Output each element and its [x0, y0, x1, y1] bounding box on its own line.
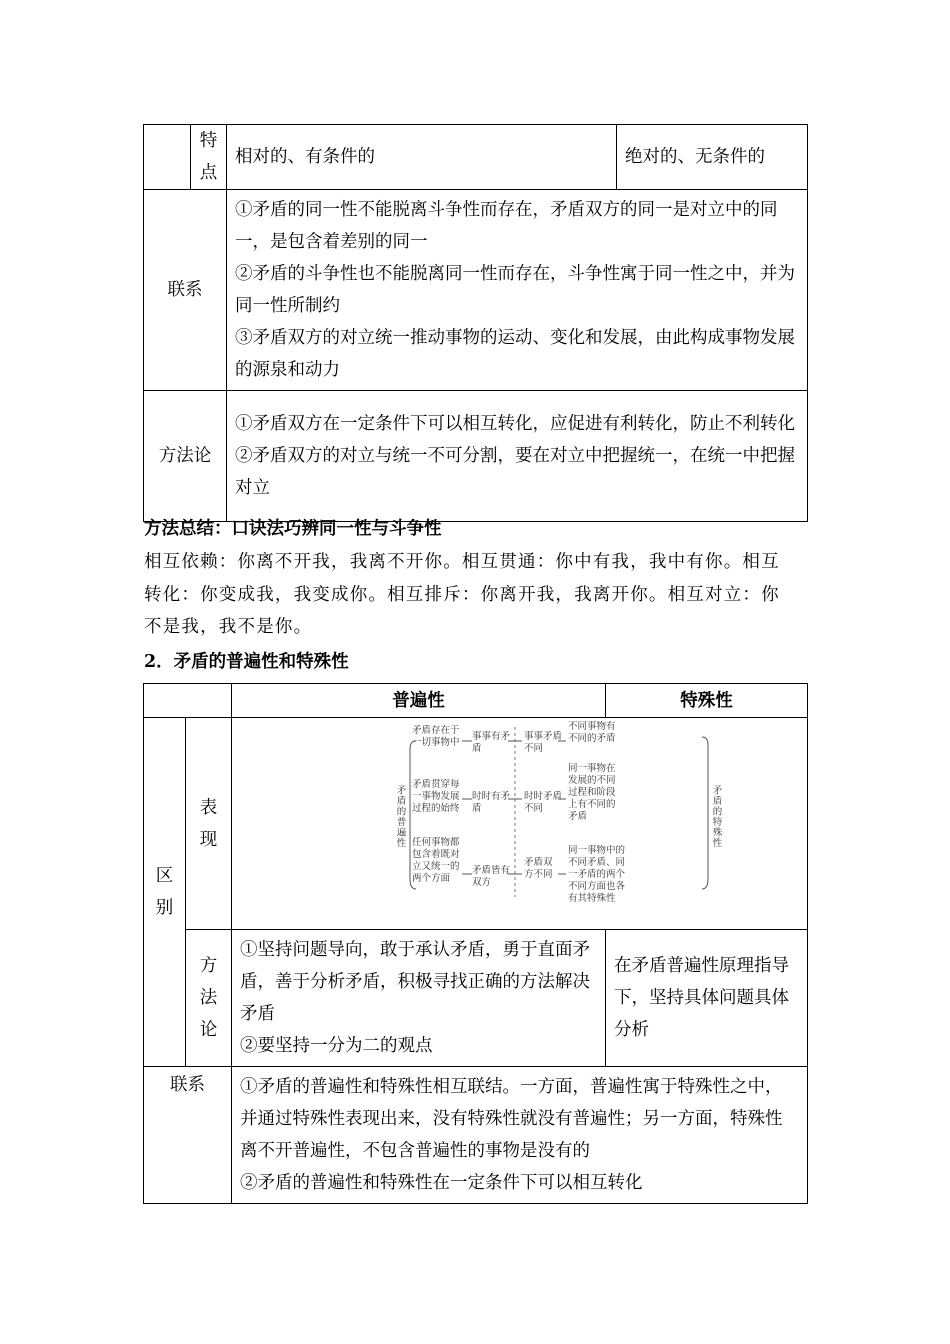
- table2-connection-content: [232, 1067, 808, 1204]
- row3-universal-short: 矛盾皆有双方: [472, 864, 511, 888]
- table1-blank-cell: [144, 125, 191, 190]
- table2-method-label: 方法论: [186, 930, 232, 1067]
- diagram-right-title: 矛盾的特殊性: [710, 784, 722, 848]
- row1-particular-detail: 不同事物有不同的矛盾: [568, 720, 616, 744]
- row3-particular-short: 矛盾双方不同: [524, 856, 553, 880]
- section-2-title: 2．矛盾的普遍性和特殊性: [144, 652, 349, 672]
- method-item-1: ①矛盾双方在一定条件下可以相互转化，应促进有利转化，防止不利转化: [235, 414, 795, 434]
- connection-item-1: ①矛盾的同一性不能脱离斗争性而存在，矛盾双方的同一是对立中的同一，是包含着差别的同一: [235, 200, 778, 252]
- row2-universal-short: 时时有矛盾: [472, 790, 511, 814]
- universality-particularity-table: [143, 683, 808, 1204]
- header-universality: 普遍性: [232, 684, 606, 718]
- table2-connection-item-2: ②矛盾的普遍性和特殊性在一定条件下可以相互转化: [240, 1173, 643, 1193]
- row3-particular-detail: 同一事物中的不同矛盾、同一矛盾的两个不同方面也各有其特殊性: [568, 844, 626, 904]
- contradiction-diagram: [232, 719, 808, 929]
- header-particularity: 特殊性: [606, 684, 808, 718]
- table2-corner-cell: [144, 684, 232, 718]
- traits-label: 特点: [191, 125, 227, 190]
- connection-content: [227, 190, 808, 391]
- diagram-row-3: [412, 837, 632, 929]
- method-label: 方法论: [144, 391, 227, 522]
- method-item-2: ②矛盾双方的对立与统一不可分割，要在对立中把握统一，在统一中把握对立: [235, 446, 795, 498]
- diagram-left-title: 矛盾的普遍性: [394, 784, 406, 848]
- expression-diagram-cell: [232, 718, 808, 930]
- traits-identity-cell: 相对的、有条件的: [227, 125, 617, 190]
- method-content: [227, 391, 808, 522]
- difference-label: 区别: [144, 718, 186, 1067]
- connection-label: 联系: [144, 190, 227, 391]
- traits-struggle-cell: 绝对的、无条件的: [617, 125, 808, 190]
- table2-connection-label: 联系: [144, 1067, 232, 1204]
- summary-text: [144, 546, 806, 644]
- row1-particular-short: 事事矛盾不同: [524, 730, 563, 754]
- summary-line-2: 转化：你变成我，我变成你。相互排斥：你离开我，我离开你。相互对立：你: [144, 584, 780, 605]
- method-particularity-cell: 在矛盾普遍性原理指导下，坚持具体问题具体分析: [606, 930, 808, 1067]
- connection-item-2: ②矛盾的斗争性也不能脱离同一性而存在，斗争性寓于同一性之中，并为同一性所制约: [235, 264, 795, 316]
- identity-struggle-table: [143, 124, 808, 522]
- connection-item-3: ③矛盾双方的对立统一推动事物的运动、变化和发展，由此构成事物发展的源泉和动力: [235, 328, 795, 380]
- method-universality-item-2: ②要坚持一分为二的观点: [240, 1036, 433, 1056]
- method-universality-item-1: ①坚持问题导向，敢于承认矛盾，勇于直面矛盾，善于分析矛盾，积极寻找正确的方法解决矛盾: [240, 940, 590, 1024]
- row2-particular-short: 时时矛盾不同: [524, 790, 563, 814]
- summary-title: 方法总结：口诀法巧辨同一性与斗争性: [144, 519, 442, 539]
- diagram-right-bracket: [702, 737, 708, 889]
- row1-universal-detail: 矛盾存在于一切事物中: [412, 724, 460, 748]
- summary-line-3: 不是我，我不是你。: [144, 617, 313, 637]
- row2-universal-detail: 矛盾贯穿每一事物发展过程的始终: [412, 778, 460, 814]
- row3-universal-detail: 任何事物都包含着既对立又统一的两个方面: [412, 836, 460, 884]
- summary-line-1: 相互依赖：你离不开我，我离不开你。相互贯通：你中有我，我中有你。相互: [144, 552, 780, 572]
- table2-connection-item-1: ①矛盾的普遍性和特殊性相互联结。一方面，普遍性寓于特殊性之中，并通过特殊性表现出来，没有特殊性就没有普遍性；另一方面，特殊性离不开普遍性，不包含普遍性的事物是没有的: [240, 1077, 783, 1161]
- expression-label: 表现: [186, 718, 232, 930]
- method-universality-cell: [232, 930, 606, 1067]
- row2-particular-detail: 同一事物在发展的不同过程和阶段上有不同的矛盾: [568, 762, 616, 822]
- row1-universal-short: 事事有矛盾: [472, 730, 511, 754]
